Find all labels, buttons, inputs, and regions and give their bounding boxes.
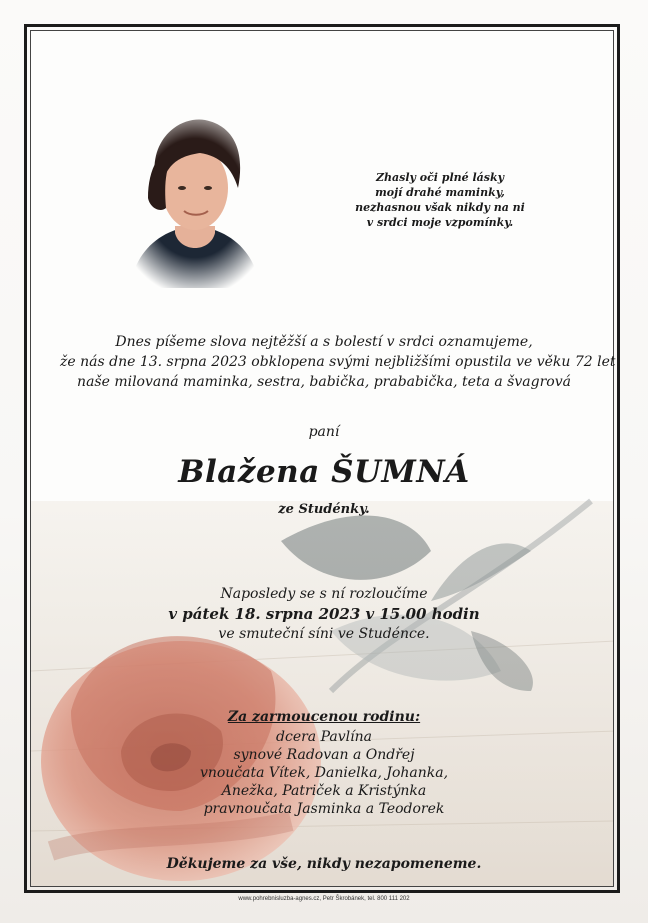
family-line: synové Radovan a Ondřej — [233, 747, 415, 763]
funeral-location: ve smuteční síni ve Studénce. — [218, 626, 430, 642]
family-line: Anežka, Patriček a Kristýnka — [221, 783, 427, 799]
deceased-name: Blažena ŠUMNÁ — [178, 454, 470, 490]
poem-line: v srdci moje vzpomínky. — [366, 216, 514, 229]
funeral-service-footer: www.pohrebnisluzba-agnes.cz, Petr Škrobánek, tel. 800 111 202 — [238, 896, 410, 902]
poem-line: Zhasly oči plné lásky — [376, 171, 504, 184]
closing-thanks: Děkujeme za vše, nikdy nezapomeneme. — [166, 856, 482, 872]
family-line: vnoučata Vítek, Danielka, Johanka, — [199, 765, 449, 781]
mourning-family — [0, 708, 648, 818]
announcement-line: že nás dne 13. srpna 2023 obklopena svými nejbližšími opustila ve věku 72 let — [60, 354, 616, 370]
announcement-text — [60, 332, 616, 392]
farewell-intro: Naposledy se s ní rozloučíme — [220, 586, 428, 602]
announcement-line: Dnes píšeme slova nejtěžší a s bolestí v srdci oznamujeme, — [115, 334, 533, 350]
announcement-line: naše milovaná maminka, sestra, babička, prababička, teta a švagrová — [77, 374, 571, 390]
poem-line: nezhasnou však nikdy na ni — [355, 201, 525, 214]
salutation: paní — [308, 424, 340, 440]
memorial-poem — [340, 170, 540, 230]
poem-line: mojí drahé maminky, — [375, 186, 505, 199]
family-line: dcera Pavlína — [276, 729, 372, 745]
family-heading: Za zarmoucenou rodinu: — [227, 709, 421, 725]
funeral-details — [0, 584, 648, 644]
family-line: pravnoučata Jasminka a Teodorek — [203, 801, 445, 817]
deceased-origin: ze Studénky. — [278, 502, 370, 517]
funeral-date-time: v pátek 18. srpna 2023 v 15.00 hodin — [168, 605, 480, 623]
portrait-photo — [120, 108, 270, 288]
